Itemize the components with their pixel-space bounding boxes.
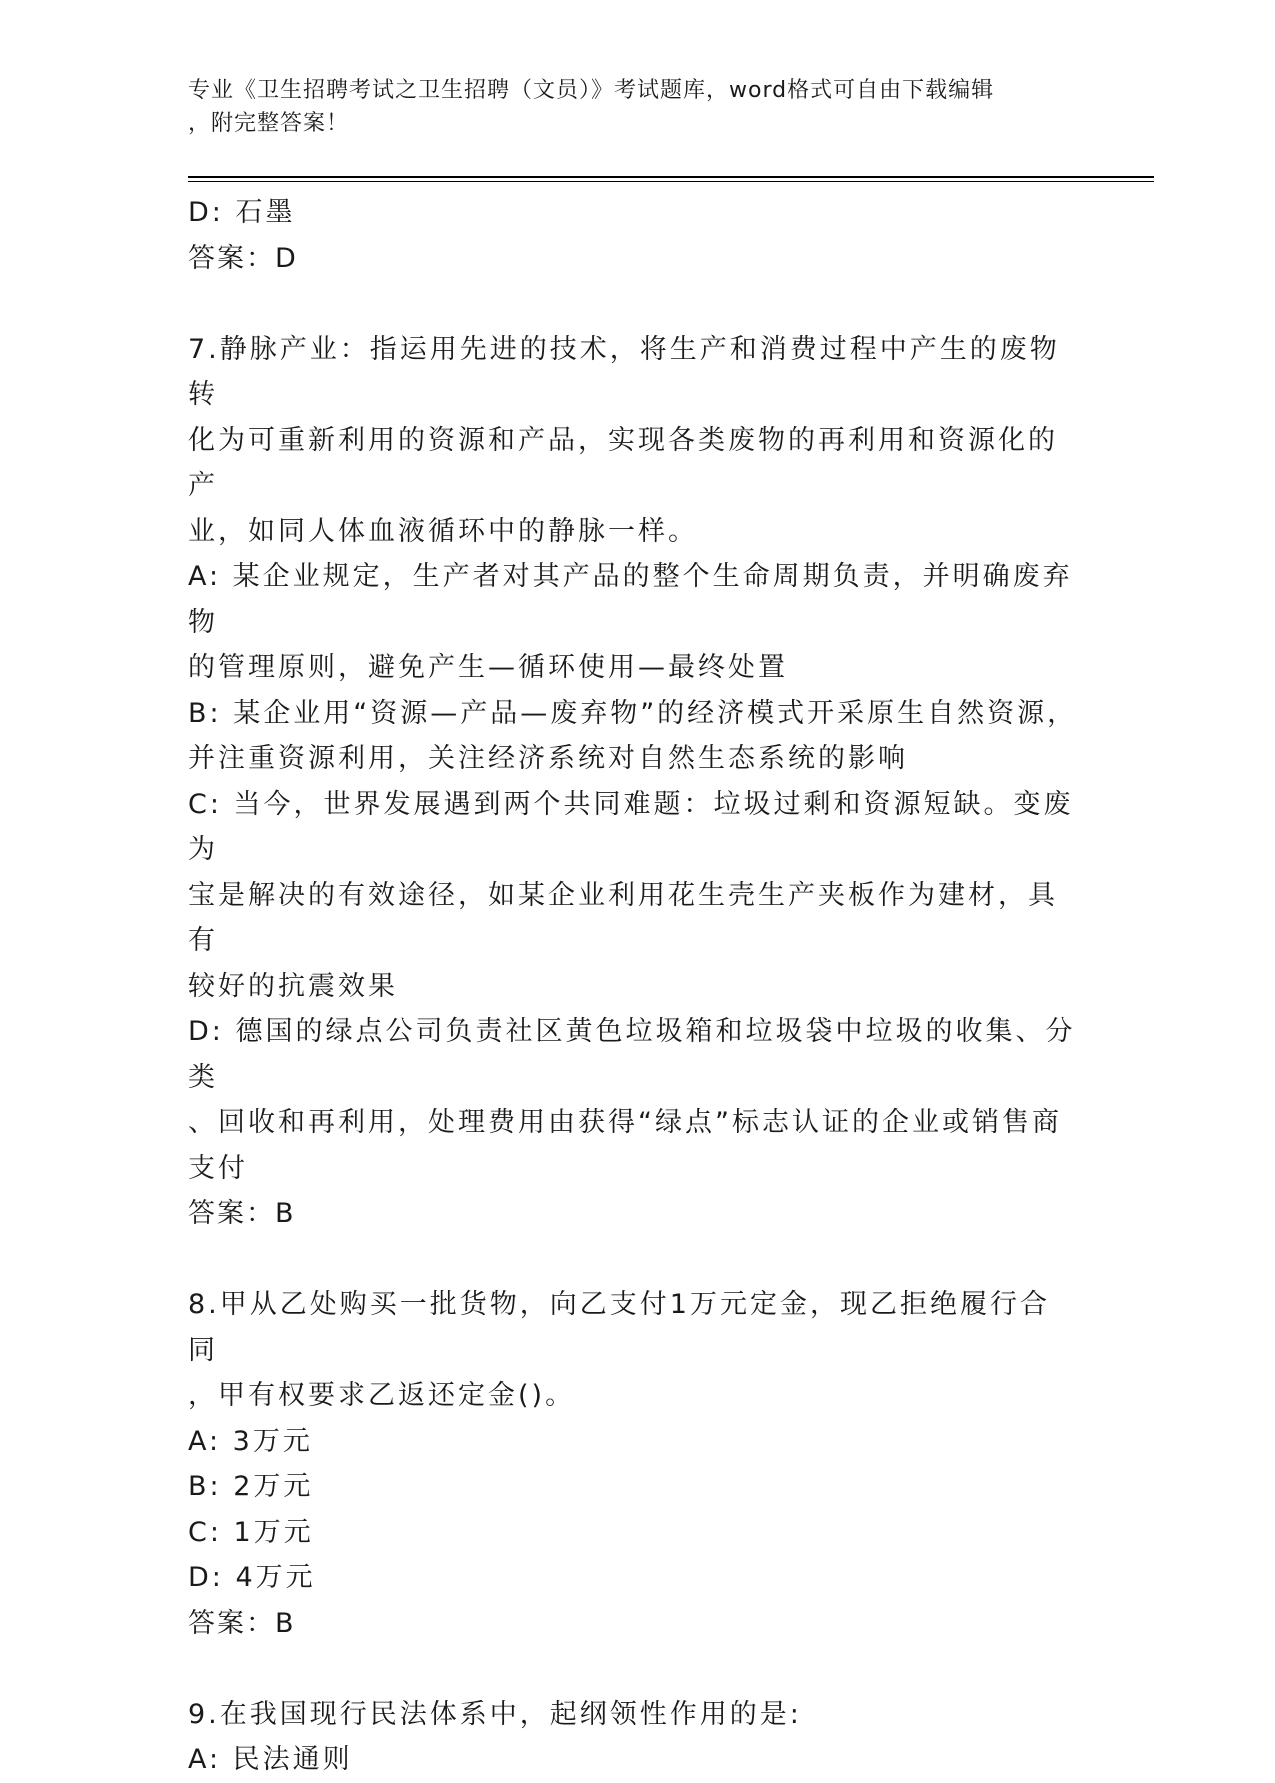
option-a-cont: 的管理原则，避免产生—循环使用—最终处置 — [188, 652, 788, 683]
option-c-cont: 宝是解决的有效途径，如某企业利用花生壳生产夹板作为建材，具有 — [188, 879, 1058, 956]
question-spacer — [188, 281, 1078, 327]
question-stem-line: 8.甲从乙处购买一批货物，向乙支付1万元定金，现乙拒绝履行合同 — [188, 1289, 1050, 1366]
option-b: B: 2万元 — [188, 1471, 314, 1502]
option-d-cont: 、回收和再利用，处理费用由获得“绿点”标志认证的企业或销售商 — [188, 1107, 1062, 1138]
option-d: D: 德国的绿点公司负责社区黄色垃圾箱和垃圾袋中垃圾的收集、分类 — [188, 1016, 1076, 1093]
question-spacer — [188, 1237, 1078, 1283]
header-line-1: 专业《卫生招聘考试之卫生招聘（文员）》考试题库，word格式可自由下载编辑 — [188, 78, 995, 103]
option-b-cont: 并注重资源利用，关注经济系统对自然生态系统的影响 — [188, 743, 908, 774]
question-stem-line: ，甲有权要求乙返还定金()。 — [188, 1380, 576, 1411]
document-body — [188, 190, 1078, 1783]
option-a: A: 某企业规定，生产者对其产品的整个生命周期负责，并明确废弃物 — [188, 561, 1073, 638]
answer-line: 答案：B — [188, 1198, 296, 1229]
option-c: C: 1万元 — [188, 1516, 314, 1548]
option-b: B: 某企业用“资源—产品—废弃物”的经济模式开采原生自然资源， — [188, 697, 1078, 729]
option-d: D: 石墨 — [188, 197, 296, 228]
question-6-tail — [188, 190, 1078, 281]
option-c-cont: 较好的抗震效果 — [188, 970, 398, 1002]
header-divider — [188, 176, 1154, 178]
question-9 — [188, 1692, 1078, 1783]
answer-line: 答案：D — [188, 242, 298, 274]
option-c: C: 当今，世界发展遇到两个共同难题：垃圾过剩和资源短缺。变废为 — [188, 788, 1074, 865]
option-d-cont: 支付 — [188, 1152, 248, 1184]
question-stem-line: 9.在我国现行民法体系中，起纲领性作用的是: — [188, 1698, 802, 1730]
question-spacer — [188, 1646, 1078, 1692]
header-divider-thin — [188, 181, 1154, 182]
option-a: A: 3万元 — [188, 1425, 313, 1457]
question-stem-line: 业，如同人体血液循环中的静脉一样。 — [188, 515, 698, 547]
option-a: A: 民法通则 — [188, 1744, 353, 1775]
question-7 — [188, 327, 1078, 1237]
answer-line: 答案：B — [188, 1607, 296, 1639]
option-d: D: 4万元 — [188, 1562, 316, 1593]
header-line-2: ，附完整答案！ — [188, 111, 350, 136]
question-stem-line: 7.静脉产业：指运用先进的技术，将生产和消费过程中产生的废物转 — [188, 333, 1060, 410]
document-header — [188, 74, 1068, 140]
question-8 — [188, 1282, 1078, 1646]
question-stem-line: 化为可重新利用的资源和产品，实现各类废物的再利用和资源化的产 — [188, 424, 1058, 501]
